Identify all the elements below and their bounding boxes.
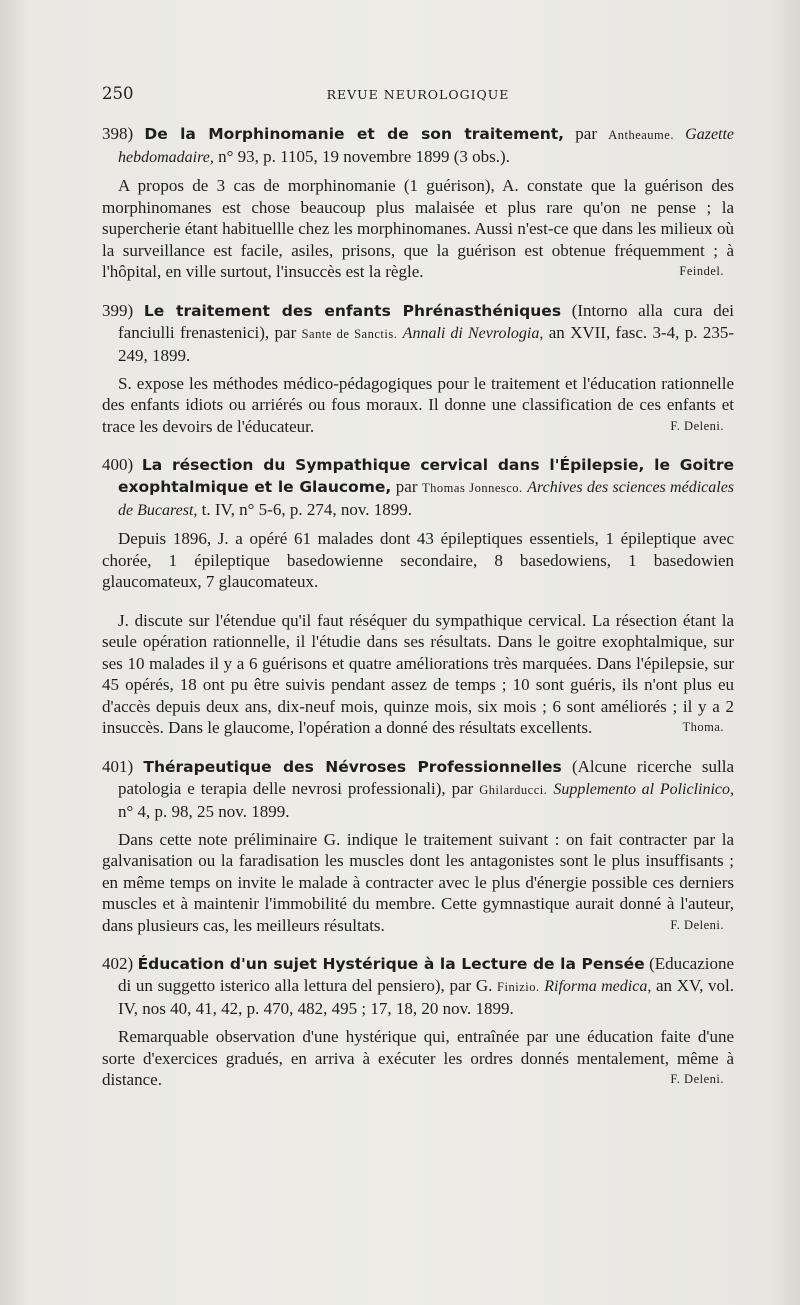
entry-details: n° 4, p. 98, 25 nov. 1899.	[118, 801, 290, 821]
running-header	[102, 84, 734, 110]
page-number: 250	[102, 84, 134, 103]
entry-title: De la Morphinomanie et de son traitement,	[144, 125, 565, 143]
entry-paragraph	[102, 610, 734, 739]
entry-number: 401)	[102, 756, 134, 776]
entry-by: par	[575, 124, 597, 143]
entry-details: t. IV, n° 5-6, p. 274, nov. 1899.	[201, 500, 412, 519]
entry-heading	[102, 756, 734, 822]
entry-by: par G.	[449, 976, 493, 995]
entry-signature: F. Deleni.	[670, 1072, 724, 1086]
entry-details: an XVII, fasc. 3-4, p. 235-249, 1899.	[118, 322, 734, 365]
abstract-entry	[102, 756, 734, 937]
entry-details: an XV, vol. IV, nos 40, 41, 42, p. 470, 482, 495 ; 17, 18, 20 nov. 1899.	[118, 976, 734, 1018]
text-column	[102, 84, 734, 1108]
entry-signature: Feindel.	[679, 264, 724, 278]
entry-heading	[102, 454, 734, 521]
entry-paragraph	[102, 175, 734, 283]
entry-signature: F. Deleni.	[670, 418, 724, 433]
entry-number: 402)	[102, 954, 134, 973]
entry-author: Antheaume.	[608, 128, 674, 142]
entry-heading	[102, 953, 734, 1019]
entry-source: Archives des sciences médicales de Bucarest,	[118, 479, 735, 519]
entry-subtitle: (Educazione di un suggetto isterico alla lettura del pensiero),	[118, 954, 735, 995]
entry-number: 398)	[102, 124, 134, 143]
entry-author: Ghilarducci.	[479, 782, 548, 797]
entry-title: La résection du Sympathique cervical dans l'Épilepsie, le Goitre exophtalmique et le Glaucome,	[118, 456, 735, 496]
entry-author: Finizio.	[497, 980, 540, 994]
entry-paragraph	[102, 1026, 734, 1091]
entry-by: par	[395, 477, 418, 496]
entry-source: Gazette hebdomadaire,	[118, 126, 735, 166]
entry-by: par	[274, 322, 297, 342]
entry-author: Sante de Sanctis.	[301, 326, 398, 341]
entry-source: Riforma medica,	[544, 978, 652, 995]
entry-title: Le traitement des enfants Phrénasthéniques	[143, 301, 562, 320]
entry-number: 400)	[102, 455, 134, 474]
entry-title: Éducation d'un sujet Hystérique à la Lecture de la Pensée	[137, 955, 645, 973]
entry-signature: Thoma.	[682, 720, 724, 734]
entry-paragraph	[102, 829, 734, 937]
paragraph-text: A propos de 3 cas de morphinomanie (1 guérison), A. constate que la guérison des morphinomanes est chose beaucoup plus malaisée et plus rare qu'on ne pense ; la supercherie étant habituellle chez les morphinomanes. Aussi n'est-ce que dans les milieux où la surveillance est facile, asiles, prisons, que la guérison est obtenue fréquemment ; à l'hôpital, en ville surtout, l'insuccès est la règle.	[102, 176, 734, 281]
abstract-entry	[102, 953, 734, 1091]
entry-by: par	[451, 778, 474, 798]
paragraph-text: J. discute sur l'étendue qu'il faut réséquer du sympathique cervical. La résection étant la seule opération rationnelle, il l'étudie dans ses résultats. Dans le goitre exophtalmique, sur ses 10 malades il y a 6 guérisons et quatre améliorations très marquées. Dans l'épilepsie, sur 45 opérés, 18 ont pu être suivis pendant assez de temps ; 10 sont guéris, ils n'ont plus eu d'accès depuis deux ans, dix-neuf mois, quinze mois, six mois ; 6 sont améliorés ; il y a 2 insuccès. Dans le glaucome, l'opération a donné des résultats excellents.	[102, 610, 734, 737]
entry-source: Annali di Nevrologia,	[402, 324, 544, 342]
abstract-entry	[102, 454, 734, 739]
journal-title: REVUE NEUROLOGIQUE	[326, 87, 510, 102]
entry-heading	[102, 123, 734, 168]
abstract-entry	[102, 300, 734, 438]
entry-author: Thomas Jonnesco.	[422, 481, 523, 495]
entry-heading	[102, 300, 734, 366]
paragraph-text: Remarquable observation d'une hystérique qui, entraînée par une éducation faite d'une sorte d'exercices gradués, en arriva à exécuter les ordres donnés mentalement, même à distance.	[102, 1027, 734, 1089]
entry-title: Thérapeutique des Névroses Professionnelles	[143, 757, 562, 776]
entry-paragraph: Depuis 1896, J. a opéré 61 malades dont 43 épileptiques essentiels, 1 épileptique avec chorée, 1 épileptique basedowienne secondaire, 8 basedowiens, 1 basedowien glaucomateux, 7 glaucomateux.	[102, 529, 734, 591]
entry-signature: F. Deleni.	[670, 917, 724, 932]
entry-number: 399)	[102, 300, 134, 320]
abstract-entry	[102, 123, 734, 283]
entry-subtitle: (Alcune ricerche sulla patologia e terapia delle nevrosi professionali),	[118, 756, 734, 798]
paragraph-text: Dans cette note préliminaire G. indique le traitement suivant : on fait contracter par la galvanisation ou la faradisation les muscles dont les antagonistes sont le plus insuffisants ; en même temps on invite le malade à contracter avec le plus d'énergie possible ces derniers muscles et à maintenir l'immobilité du membre. Cette gymnastique aurait donné à l'auteur, dans plusieurs cas, les meilleurs résultats.	[102, 829, 734, 935]
entry-details: n° 93, p. 1105, 19 novembre 1899 (3 obs.).	[218, 147, 510, 166]
entry-source: Supplemento al Policlinico,	[553, 780, 735, 798]
entry-subtitle: (Intorno alla cura dei fanciulli frenastenici),	[118, 300, 735, 342]
entry-paragraph	[102, 373, 734, 438]
paragraph-text: S. expose les méthodes médico-pédagogiques pour le traitement et l'éducation rationnelle des enfants idiots ou arriérés ou fous moraux. Il donne une classification de ces enfants et trace les devoirs de l'éducateur.	[102, 373, 734, 436]
